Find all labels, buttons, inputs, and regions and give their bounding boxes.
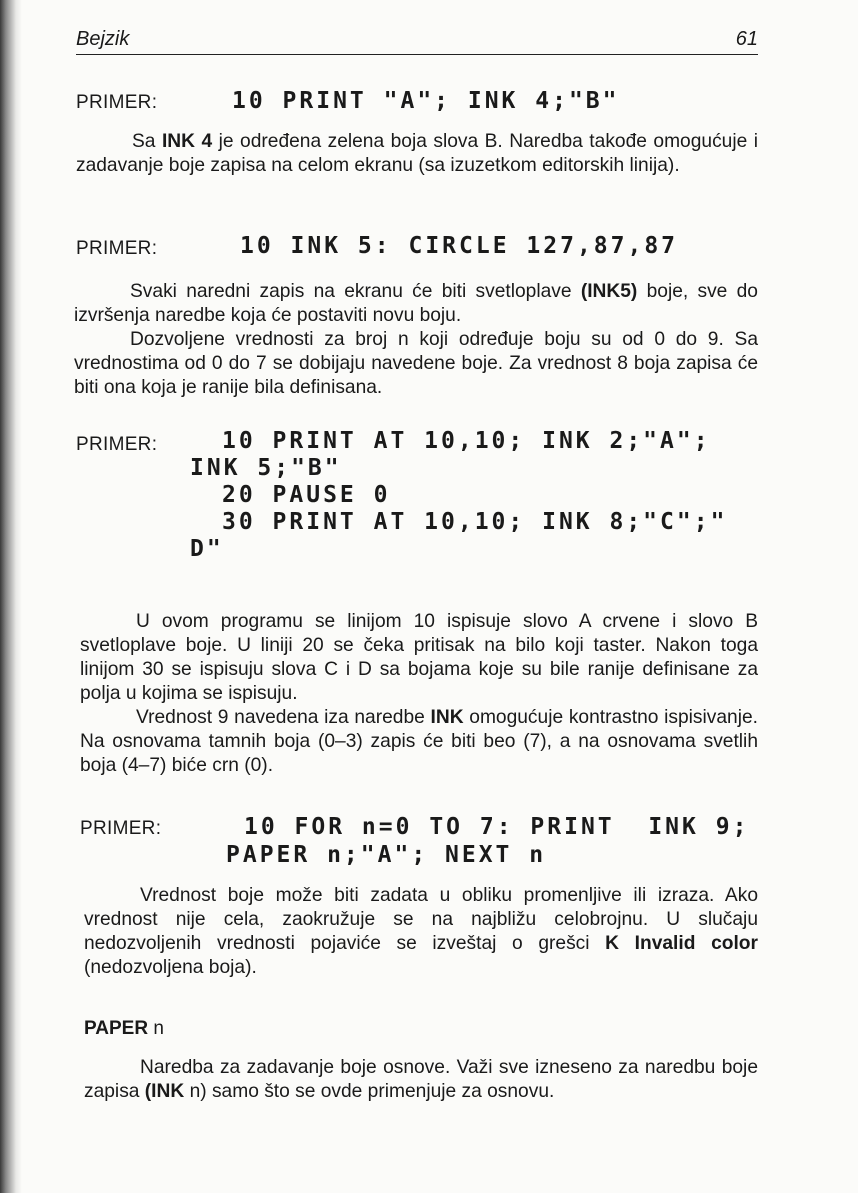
page-binding-shadow: [0, 0, 22, 1193]
code-line: 10 INK 5: CIRCLE 127,87,87: [240, 233, 679, 259]
page-number: 61: [735, 28, 758, 50]
example-label: PRIMER:: [80, 818, 162, 839]
section-heading: [84, 1018, 164, 1040]
code-line: PAPER n;"A"; NEXT n: [226, 842, 547, 868]
running-head: Bejzik: [76, 28, 130, 50]
example-label: PRIMER:: [76, 238, 158, 259]
paragraph: Sa INK 4 je određena zelena boja slova B. Naredba takođe omogućuje i zadavanje boje zapisa na celom ekranu (sa izuzetkom editorskih linija).: [76, 131, 758, 176]
paragraph: Naredba za zadavanje boje osnove. Važi sve izneseno za naredbu boje zapisa (INK n) samo što se ovde primenjuje za osnovu.: [84, 1057, 758, 1102]
paragraph: Svaki naredni zapis na ekranu će biti svetloplave (INK5) boje, sve do izvršenja naredbe koja će postaviti novu boju. Dozvoljene vrednosti za broj n koji određuje boju su od 0 do 9. Sa vrednostima od 0 do 7 se dobijaju navedene boje. Za vrednost 8 boja zapisa će biti ona koja je ranije bila definisana.: [74, 281, 758, 398]
code-line: 10 PRINT "A"; INK 4;"B": [232, 88, 620, 114]
code-line: 20 PAUSE 0: [222, 482, 391, 508]
code-line: D": [190, 536, 224, 562]
example-label: PRIMER:: [76, 92, 158, 113]
paragraph: Vrednost boje može biti zadata u obliku promenljive ili izraza. Ako vrednost nije cela, zaokružuje se na najbližu celobrojnu. U slučaju nedozvoljenih vrednosti pojaviće se izveštaj o grešci K Invalid color (nedozvoljena boja).: [84, 885, 758, 978]
section-keyword: PAPER: [84, 1018, 149, 1039]
code-line: 10 FOR n=0 TO 7: PRINT INK 9;: [244, 814, 750, 840]
code-line: 30 PRINT AT 10,10; INK 8;"C";": [222, 509, 728, 535]
section-argument: n: [148, 1018, 164, 1039]
example-label: PRIMER:: [76, 434, 158, 455]
code-line: INK 5;"B": [190, 455, 342, 481]
page-header: [76, 26, 758, 55]
paragraph: U ovom programu se linijom 10 ispisuje slovo A crvene i slovo B svetloplave boje. U liniji 20 se čeka pritisak na bilo koji taster. Nakon toga linijom 30 se ispisuju slova C i D sa bojama koje su bile ranije definisane za polja u kojima se ispisuju. Vrednost 9 navedena iza naredbe INK omogućuje kontrastno ispisivanje. Na osnovama tamnih boja (0–3) zapis će biti beo (7), a na osnovama svetlih boja (4–7) biće crn (0).: [80, 611, 758, 776]
code-line: 10 PRINT AT 10,10; INK 2;"A";: [222, 428, 711, 454]
